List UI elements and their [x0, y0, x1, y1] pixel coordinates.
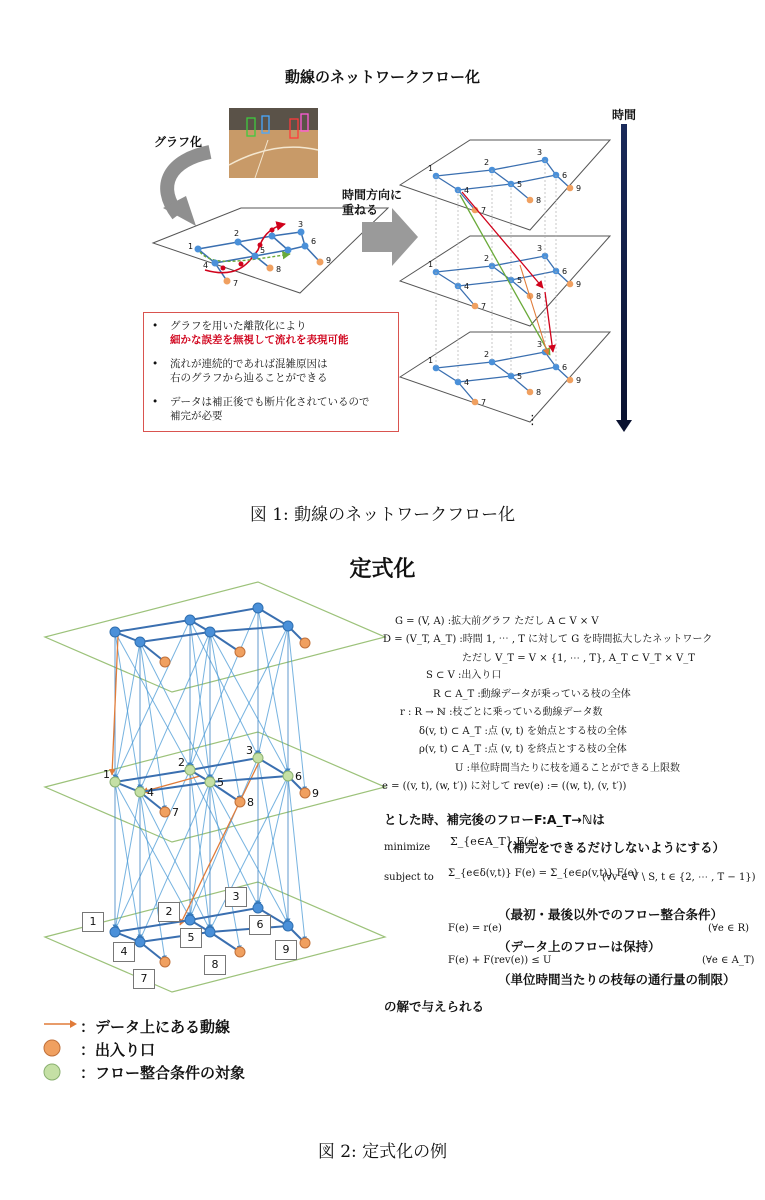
svg-text:2: 2: [234, 229, 240, 238]
subject-to-label: subject to: [384, 872, 434, 883]
svg-text:4: 4: [203, 261, 209, 270]
node-label: 7: [481, 302, 487, 311]
definition-line: U :単位時間当たりに枝を通ることができる上限数: [455, 763, 680, 774]
curved-arrow-icon: [163, 152, 210, 226]
node-9: [300, 638, 310, 648]
node-9: [567, 185, 574, 192]
node-box-label: 8: [204, 955, 226, 975]
ellipsis: ⋮: [526, 413, 539, 428]
node-4: [135, 937, 145, 947]
node-box-label: 9: [275, 940, 297, 960]
stacked-graph-planes: [400, 140, 610, 422]
constraint-1-domain: (∀v ∈ V \ S, t ∈ {2, ⋯ , T − 1}): [602, 872, 756, 883]
node-2: [185, 615, 195, 625]
node-label: 1: [428, 164, 434, 173]
node-label: 9: [576, 184, 582, 193]
svg-text:6: 6: [311, 237, 317, 246]
node-label: 8: [247, 796, 254, 809]
node-8: [235, 947, 245, 957]
time-arrow-icon: [616, 124, 632, 432]
legend-data-trajectory: ：データ上にある動線: [80, 1018, 231, 1036]
definition-line: r : R → ℕ :枝ごとに乗っている動線データ数: [400, 707, 603, 718]
node-2: [185, 765, 195, 775]
constraint-1: Σ_{e∈δ(v,t)} F(e) = Σ_{e∈ρ(v,t)} F(e): [448, 868, 638, 879]
definition-line: D = (V_T, A_T) :時間 1, ⋯ , T に対して G を時間拡大したネットワーク: [383, 634, 713, 645]
definition-line: R ⊂ A_T :動線データが乗っている枝の全体: [433, 689, 631, 700]
node-1: [110, 627, 120, 637]
node-label: 6: [562, 267, 568, 276]
node-8: [235, 647, 245, 657]
node-label: 4: [147, 786, 154, 799]
constraint-2-note: （データ上のフローは保持）: [498, 939, 661, 954]
definition-line: ρ(v, t) ⊂ A_T :点 (v, t) を終点とする枝の全体: [419, 744, 627, 755]
node-label: 8: [536, 292, 542, 301]
node-9: [300, 788, 310, 798]
note-1: • グラフを用いた離散化により 細かな誤差を無視して流れを表現可能: [152, 320, 349, 346]
graph-label: グラフ化: [154, 135, 203, 149]
notes-box: [143, 312, 399, 432]
node-box-label: 5: [180, 928, 202, 948]
constraint-2: F(e) = r(e): [448, 923, 502, 934]
node-7: [160, 957, 170, 967]
node-9: [567, 281, 574, 288]
node-box-label: 4: [113, 942, 135, 962]
node-label: 1: [428, 356, 434, 365]
definition-line: δ(v, t) ⊂ A_T :点 (v, t) を始点とする枝の全体: [419, 726, 627, 737]
node-label: 3: [246, 744, 253, 757]
node-1: [110, 777, 120, 787]
plane-2: [45, 732, 385, 842]
orange-circle-icon: [44, 1040, 60, 1056]
legend-flow-conservation: ：フロー整合条件の対象: [80, 1064, 246, 1082]
node-7: [472, 303, 479, 310]
constraint-3-note: （単位時間当たりの枝毎の通行量の制限）: [498, 972, 736, 987]
node-label: 3: [537, 244, 543, 253]
node-label: 5: [517, 180, 523, 189]
node-box-label: 3: [225, 887, 247, 907]
orange-arrow-icon: [44, 1020, 77, 1028]
figure2-caption: 図 2: 定式化の例: [317, 1142, 448, 1162]
node-3: [253, 753, 263, 763]
note-2: • 流れが連続的であれば混雑原因は 右のグラフから辿ることができる: [152, 358, 328, 384]
node-8: [527, 389, 534, 396]
definition-line: S ⊂ V :出入り口: [426, 670, 502, 681]
node-label: 2: [484, 158, 490, 167]
node-7: [472, 399, 479, 406]
node-label: 2: [484, 254, 490, 263]
node-1: [110, 927, 120, 937]
court-photo: [229, 108, 318, 178]
plane-3: [45, 882, 385, 992]
node-2: [185, 915, 195, 925]
node-label: 9: [312, 787, 319, 800]
legend-entrance: ：出入り口: [80, 1041, 156, 1059]
node-4: [135, 637, 145, 647]
node-label: 9: [576, 376, 582, 385]
node-9: [300, 938, 310, 948]
node-7: [160, 657, 170, 667]
node-label: 6: [562, 363, 568, 372]
plane-1: [45, 582, 385, 692]
node-label: 8: [536, 196, 542, 205]
node-label: 9: [576, 280, 582, 289]
node-8: [235, 797, 245, 807]
definition-line: ただし V_T = V × {1, ⋯ , T}, A_T ⊂ V_T × V_T: [462, 653, 695, 664]
definition-line: e = ((v, t), (w, t′)) に対して rev(e) := ((w, t), (v, t′)): [382, 781, 627, 792]
node-label: 8: [536, 388, 542, 397]
node-label: 3: [537, 340, 543, 349]
node-label: 2: [484, 350, 490, 359]
node-box-label: 6: [249, 915, 271, 935]
node-label: 3: [537, 148, 543, 157]
node-label: 5: [517, 372, 523, 381]
node-label: 1: [428, 260, 434, 269]
node-label: 2: [178, 756, 185, 769]
constraint-3: F(e) + F(rev(e)) ≤ U: [448, 955, 552, 966]
svg-text:5: 5: [260, 246, 266, 255]
constraint-2-domain: (∀e ∈ R): [708, 923, 750, 934]
node-box-label: 2: [158, 902, 180, 922]
node-5: [205, 627, 215, 637]
node-label: 1: [103, 768, 110, 781]
node-label: 7: [481, 206, 487, 215]
svg-text:7: 7: [233, 279, 239, 288]
node-label: 5: [517, 276, 523, 285]
minimize-label: minimize: [384, 842, 431, 853]
node-8: [527, 197, 534, 204]
stack-plane-1: [400, 140, 610, 230]
constraint-3-domain: (∀e ∈ A_T): [702, 955, 755, 966]
node-label: 5: [217, 776, 224, 789]
figure2-title: 定式化: [349, 557, 416, 582]
figure1-title: 動線のネットワークフロー化: [284, 68, 480, 86]
definition-line: G = (V, A) :拡大前グラフ ただし A ⊂ V × V: [395, 616, 599, 627]
node-box-label: 1: [82, 912, 104, 932]
objective-note: （補完をできるだけしないようにする）: [500, 840, 726, 855]
figure1-caption: 図 1: 動線のネットワークフロー化: [249, 505, 516, 525]
green-circle-icon: [44, 1064, 60, 1080]
node-label: 7: [481, 398, 487, 407]
node-label: 4: [464, 282, 470, 291]
stack-plane-3: [400, 332, 610, 422]
node-4: [135, 787, 145, 797]
svg-text:3: 3: [298, 220, 304, 229]
node-label: 4: [464, 186, 470, 195]
stack-label-line1: 時間方向に: [342, 188, 403, 202]
node-3: [253, 603, 263, 613]
constraint-1-note: （最初・最後以外でのフロー整合条件）: [498, 907, 724, 922]
node-label: 6: [562, 171, 568, 180]
node-3: [253, 903, 263, 913]
svg-text:8: 8: [276, 265, 282, 274]
node-label: 7: [172, 806, 179, 819]
stack-label-line2: 重ねる: [342, 203, 379, 217]
node-9: [567, 377, 574, 384]
objective: Σ_{e∈A_T} F(e): [450, 835, 539, 848]
node-5: [205, 777, 215, 787]
time-label: 時間: [612, 108, 637, 122]
node-label: 4: [464, 378, 470, 387]
stack-plane-2: [400, 236, 610, 326]
node-6: [283, 621, 293, 631]
node-5: [205, 927, 215, 937]
svg-text:9: 9: [326, 256, 332, 265]
svg-text:1: 1: [188, 242, 194, 251]
closing-text: の解で与えられる: [384, 999, 485, 1014]
node-box-label: 7: [133, 969, 155, 989]
flow-intro: とした時、補完後のフローF:A_T→ℕは: [384, 812, 605, 827]
note-3: • データは補正後でも断片化されているので 補完が必要: [152, 396, 370, 422]
node-7: [160, 807, 170, 817]
node-label: 6: [295, 770, 302, 783]
node-6: [283, 921, 293, 931]
node-6: [283, 771, 293, 781]
